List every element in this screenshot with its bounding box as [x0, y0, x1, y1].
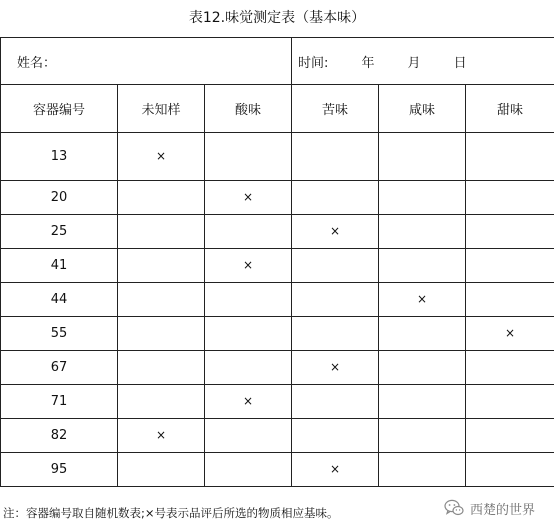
mark-cell[interactable]	[118, 419, 205, 453]
mark-cell[interactable]	[205, 133, 292, 181]
table-row	[1, 181, 554, 215]
mark-cell[interactable]	[292, 317, 379, 351]
container-id-cell: 25	[1, 215, 118, 249]
mark-cell[interactable]	[292, 249, 379, 283]
selection-mark: ×	[504, 326, 516, 340]
wechat-icon	[444, 499, 464, 517]
mark-cell[interactable]	[466, 181, 554, 215]
container-id-cell: 20	[1, 181, 118, 215]
column-header: 容器编号	[1, 85, 118, 133]
column-header: 甜味	[466, 85, 554, 133]
mark-cell[interactable]	[118, 453, 205, 487]
table-row	[1, 453, 554, 487]
container-id-cell: 41	[1, 249, 118, 283]
mark-cell[interactable]	[205, 249, 292, 283]
mark-cell[interactable]	[466, 453, 554, 487]
selection-mark: ×	[329, 360, 341, 374]
mark-cell[interactable]	[118, 283, 205, 317]
mark-cell[interactable]	[292, 181, 379, 215]
mark-cell[interactable]	[205, 181, 292, 215]
mark-cell[interactable]	[379, 133, 466, 181]
table-title: 表12.味觉测定表（基本味）	[188, 10, 366, 26]
taste-test-table	[0, 37, 554, 487]
mark-cell[interactable]	[292, 133, 379, 181]
mark-cell[interactable]	[466, 283, 554, 317]
day-label: 日	[453, 55, 467, 71]
container-id-cell: 82	[1, 419, 118, 453]
mark-cell[interactable]	[466, 249, 554, 283]
selection-mark: ×	[329, 462, 341, 476]
time-label: 时间:	[298, 55, 329, 71]
mark-cell[interactable]	[292, 385, 379, 419]
mark-cell[interactable]	[205, 453, 292, 487]
mark-cell[interactable]	[292, 215, 379, 249]
mark-cell[interactable]	[205, 351, 292, 385]
column-header: 酸味	[205, 85, 292, 133]
selection-mark: ×	[242, 394, 254, 408]
selection-mark: ×	[155, 149, 167, 163]
name-label: 姓名：	[17, 55, 57, 71]
mark-cell[interactable]	[466, 419, 554, 453]
mark-cell[interactable]	[205, 317, 292, 351]
table-row	[1, 351, 554, 385]
mark-cell[interactable]	[205, 283, 292, 317]
mark-cell[interactable]	[205, 215, 292, 249]
column-header: 咸味	[379, 85, 466, 133]
mark-cell[interactable]	[379, 419, 466, 453]
container-id-cell: 67	[1, 351, 118, 385]
mark-cell[interactable]	[118, 351, 205, 385]
mark-cell[interactable]	[466, 317, 554, 351]
year-label: 年	[361, 55, 375, 71]
mark-cell[interactable]	[205, 419, 292, 453]
month-label: 月	[407, 55, 421, 71]
table-row	[1, 133, 554, 181]
mark-cell[interactable]	[118, 181, 205, 215]
table-row	[1, 317, 554, 351]
selection-mark: ×	[155, 428, 167, 442]
container-id-cell: 71	[1, 385, 118, 419]
table-row	[1, 283, 554, 317]
mark-cell[interactable]	[118, 385, 205, 419]
selection-mark: ×	[242, 190, 254, 204]
container-id-cell: 44	[1, 283, 118, 317]
column-header: 未知样	[118, 85, 205, 133]
table-row	[1, 419, 554, 453]
mark-cell[interactable]	[118, 249, 205, 283]
mark-cell[interactable]	[466, 133, 554, 181]
table-row	[1, 215, 554, 249]
table-row	[1, 385, 554, 419]
mark-cell[interactable]	[466, 385, 554, 419]
column-header: 苦味	[292, 85, 379, 133]
mark-cell[interactable]	[118, 317, 205, 351]
header-row	[1, 85, 554, 133]
mark-cell[interactable]	[379, 283, 466, 317]
mark-cell[interactable]	[379, 317, 466, 351]
mark-cell[interactable]	[292, 453, 379, 487]
selection-mark: ×	[416, 292, 428, 306]
mark-cell[interactable]	[379, 385, 466, 419]
mark-cell[interactable]	[118, 133, 205, 181]
mark-cell[interactable]	[292, 419, 379, 453]
info-row	[1, 38, 554, 85]
mark-cell[interactable]	[292, 283, 379, 317]
footnote: 注：容器编号取自随机数表;×号表示品评后所选的物质相应基味。	[3, 506, 339, 520]
time-cell[interactable]	[292, 38, 554, 85]
container-id-cell: 13	[1, 133, 118, 181]
mark-cell[interactable]	[205, 385, 292, 419]
selection-mark: ×	[242, 258, 254, 272]
watermark	[444, 498, 535, 518]
mark-cell[interactable]	[379, 181, 466, 215]
table-row	[1, 249, 554, 283]
container-id-cell: 95	[1, 453, 118, 487]
mark-cell[interactable]	[379, 453, 466, 487]
container-id-cell: 55	[1, 317, 118, 351]
mark-cell[interactable]	[292, 351, 379, 385]
mark-cell[interactable]	[118, 215, 205, 249]
mark-cell[interactable]	[379, 249, 466, 283]
mark-cell[interactable]	[466, 215, 554, 249]
name-cell[interactable]	[1, 38, 292, 85]
mark-cell[interactable]	[379, 351, 466, 385]
mark-cell[interactable]	[379, 215, 466, 249]
watermark-text: 西楚的世界	[470, 502, 536, 518]
mark-cell[interactable]	[466, 351, 554, 385]
selection-mark: ×	[329, 224, 341, 238]
